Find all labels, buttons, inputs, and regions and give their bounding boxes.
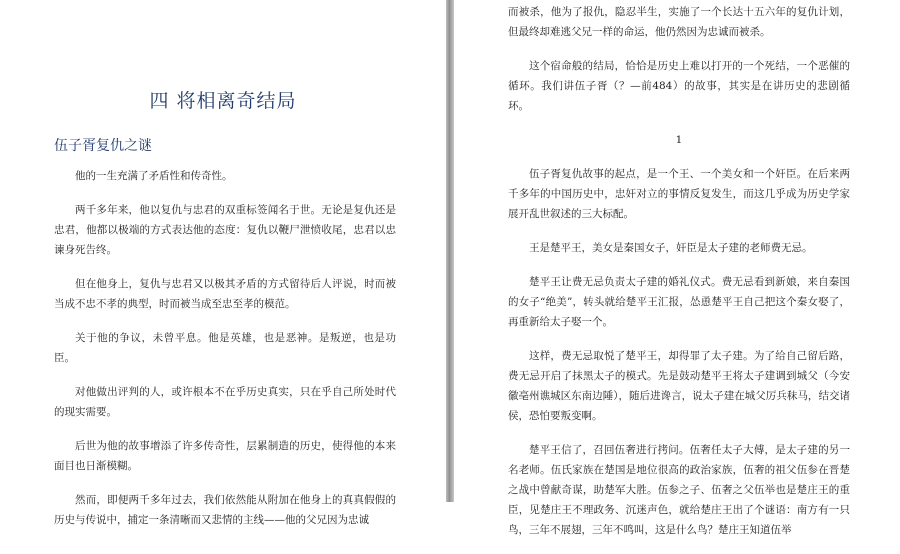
right-page bbox=[454, 0, 900, 536]
right-body-text bbox=[508, 2, 850, 554]
paragraph: 而被杀，他为了报仇，隐忍半生，实施了一个长达十五六年的复仇计划，但最终却难逃父兄一样的命运，他仍然因为忠诚而被杀。 bbox=[508, 6, 850, 38]
section-heading: 伍子胥复仇之谜 bbox=[54, 138, 152, 154]
paragraph: 这个宿命般的结局，恰恰是历史上难以打开的一个死结，一个恶催的循环。我们讲伍子胥（？—前484）的故事，其实是在讲历史的悲剧循环。 bbox=[508, 60, 850, 112]
paragraph: 但在他身上，复仇与忠君又以极其矛盾的方式留待后人评说，时而被当成不忠不孝的典型，时而被当成至忠至孝的模范。 bbox=[54, 278, 396, 310]
page-number: 1 bbox=[675, 134, 683, 146]
page-divider bbox=[446, 0, 454, 502]
left-body-text bbox=[54, 166, 396, 544]
left-page bbox=[0, 0, 446, 526]
paragraph: 关于他的争议，未曾平息。他是英雄，也是恶神。是叛逆，也是功臣。 bbox=[54, 332, 396, 364]
paragraph: 伍子胥复仇故事的起点，是一个王、一个美女和一个奸臣。在后来两千多年的中国历史中，忠奸对立的事情反复发生，而这几乎成为历史学家展开乱世叙述的三大标配。 bbox=[508, 168, 850, 220]
chapter-title: 四 将相离奇结局 bbox=[149, 90, 297, 112]
paragraph: 他的一生充满了矛盾性和传奇性。 bbox=[75, 170, 233, 182]
paragraph: 然而，即便两千多年过去，我们依然能从附加在他身上的真真假假的历史与传说中，捕定一条清晰而又悲情的主线——他的父兄因为忠诚 bbox=[54, 494, 396, 526]
paragraph: 这样，费无忌取悦了楚平王，却得罪了太子建。为了给自己留后路，费无忌开启了抹黑太子的模式。先是鼓动楚平王将太子建调到城父（今安徽亳州谯城区东南边陲），随后进谗言，说太子建在城父厉兵秣马，结交诸侯，恐怕要叛变啊。 bbox=[508, 350, 850, 422]
paragraph: 后世为他的故事增添了许多传奇性，层累制造的历史，使得他的本来面目也日渐模糊。 bbox=[54, 440, 396, 472]
paragraph: 王是楚平王，美女是秦国女子，奸臣是太子建的老师费无忌。 bbox=[529, 242, 813, 254]
paragraph: 楚平王让费无忌负责太子建的婚礼仪式。费无忌看到新娘，来自秦国的女子“绝美”，转头就给楚平王汇报，怂恿楚平王自己把这个秦女娶了，再重新给太子娶一个。 bbox=[508, 276, 850, 328]
paragraph: 楚平王信了，召回伍奢进行拷问。伍奢任太子大傅，是太子建的另一名老师。伍氏家族在楚国是地位很高的政治家族，伍奢的祖父伍参在晋楚之战中曾献奇谋，助楚军大胜。伍参之子、伍奢之父伍举也是楚庄王的重臣，见楚庄王不理政务、沉迷声色，就给楚庄王出了个谜语：南方有一只鸟，三年不展翅，三年不鸣叫，这是什么鸟？楚庄王知道伍举 bbox=[508, 444, 850, 536]
paragraph: 对他做出评判的人，或许根本不在乎历史真实，只在乎自己所处时代的现实需要。 bbox=[54, 386, 396, 418]
paragraph: 两千多年来，他以复仇与忠君的双重标签闻名于世。无论是复仇还是忠君，他都以极端的方式表达他的态度：复仇以鞭尸泄愤收尾，忠君以忠谏身死告终。 bbox=[54, 204, 396, 256]
